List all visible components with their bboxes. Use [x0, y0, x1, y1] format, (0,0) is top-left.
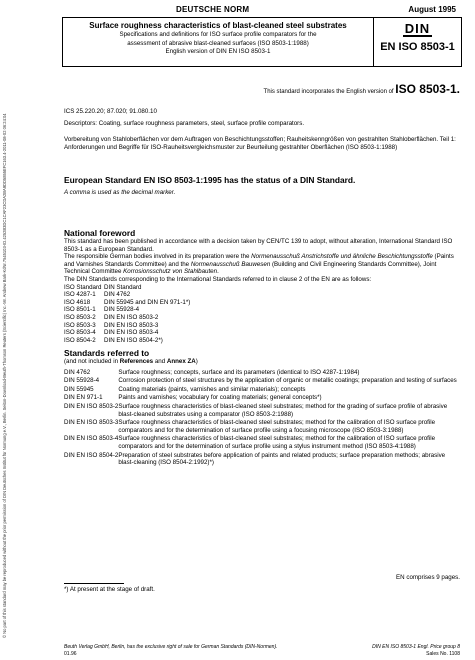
din-cell: DIN 55945 and DIN EN 971-1*): [104, 298, 191, 306]
foreword-paragraph-3: The DIN Standards corresponding to the International Standards referred to in clause 2 of the EN are as follows:: [64, 275, 372, 283]
table-row: [64, 291, 190, 299]
footer-sales-number: Sales No. 1108: [426, 651, 460, 657]
standard-description: Preparation of steel substrates before application of paints and related products; surface preparation methods; abrasive blast-cleaning (ISO 8504-2:1992)*): [118, 451, 446, 467]
standards-referred-to: [64, 348, 460, 468]
din-cell: DIN EN ISO 8503-2: [104, 313, 159, 321]
iso-cell: ISO 8503-3: [64, 321, 96, 329]
footer-date-code: 01.96: [64, 651, 77, 657]
table-row: [64, 329, 190, 337]
list-item: [64, 386, 460, 395]
title-block: [63, 18, 374, 66]
standard-description: Surface roughness characteristics of blast-cleaned steel substrates; method for the grading of surface profile of abrasive blast-cleaned substrates using a comparator (ISO 8503-2:1988): [118, 402, 448, 418]
standard-code: DIN EN ISO 8504-2: [64, 451, 119, 459]
iso-cell: ISO 8503-4: [64, 329, 96, 337]
standard-description: Paints and varnishes; vocabulary for coating materials; general concepts*): [118, 394, 322, 402]
din-cell: DIN 55928-4: [104, 306, 140, 314]
footer-standard: DIN EN ISO 8503-1: [372, 644, 417, 650]
standard-number-block: [374, 18, 461, 66]
incorporation-text: This standard incorporates the English version of: [263, 89, 394, 95]
footnote-divider: [64, 583, 124, 584]
standard-code: DIN EN 971-1: [64, 394, 103, 402]
national-foreword: [64, 228, 460, 344]
header-box: [62, 17, 462, 67]
standard-code: DIN 55928-4: [64, 377, 100, 385]
sub-annex: Annex ZA: [166, 358, 196, 365]
din-cell: DIN EN ISO 8503-3: [104, 321, 159, 329]
sub-text-c: and: [153, 358, 167, 365]
table-row: [64, 337, 190, 345]
table-row: [64, 314, 190, 322]
header-top: [66, 5, 466, 15]
foreword-paragraph-1: This standard has been published in accordance with a decision taken by CEN/TC 139 to adopt, without alteration, International Standard ISO 8503-1 as a European Standard.: [64, 238, 453, 253]
footer-language: Engl.: [417, 644, 429, 650]
publication-date: August 1995: [408, 5, 456, 14]
decimal-marker-note: A comma is used as the decimal marker.: [64, 189, 176, 196]
p2-committee-2: Normenausschuß Bauwesen: [190, 260, 271, 268]
european-standard-status: European Standard EN ISO 8503-1:1995 has the status of a DIN Standard.: [64, 175, 356, 185]
list-item: [64, 403, 460, 419]
copyright-margin-text: © No part of this standard may be reproduced without the prior permission of DIN Deutsches Institut für Normung e.V., Berlin. Seiton-Download-Beuth-Thomson Reuters (Scientific) Inc.-Mr. Andrew Bark-KdNr.7545103-ID.4252B3DC1CAF23CDA2BA9DD5855EFC163.4-2011-08-02 06:24:04: [2, 113, 7, 638]
footnote: *) At present at the stage of draft.: [64, 586, 155, 593]
iso-cell: ISO 4618: [64, 298, 91, 306]
din-logo: DIN: [404, 21, 431, 36]
page-count-note: EN comprises 9 pages.: [396, 574, 460, 581]
standard-description: Surface roughness; concepts, surface and its parameters (identical to ISO 4287-1:1984): [118, 368, 360, 376]
p2-text-c: (Paints and Varnishes Standards Committee) and the: [64, 253, 454, 268]
copyright-margin: [2, 18, 24, 638]
standard-code: DIN 4762: [64, 368, 91, 376]
table-row: [64, 322, 190, 330]
document-title: Surface roughness characteristics of blast-cleaned steel substrates: [89, 21, 347, 30]
iso-cell: ISO 8501-1: [64, 306, 96, 314]
deutsche-norm-label: DEUTSCHE NORM: [176, 5, 250, 14]
standard-number: EN ISO 8503-1: [380, 41, 455, 53]
standard-description: Corrosion protection of steel structures by the application of organic or metallic coatings; preparation and testing of surfaces: [118, 377, 457, 385]
iso-number: ISO 8503-1.: [395, 82, 460, 96]
footer-price-group: Price group 8: [430, 644, 460, 650]
list-item: [64, 419, 460, 435]
standard-code: DIN EN ISO 8503-2: [64, 402, 119, 410]
p2-text-e: (Building and Civil Engineering Standards Committee), Joint Technical Committee: [64, 260, 437, 276]
standards-correspondence-table: [64, 284, 190, 345]
descriptors: Descriptors: Coating, surface roughness parameters, steel, surface profile comparators.: [64, 120, 305, 127]
list-item: [64, 452, 460, 468]
sub-text-a: (and not included in: [64, 358, 120, 365]
list-item: [64, 377, 460, 386]
list-item: [64, 435, 460, 451]
list-item: [64, 394, 460, 403]
footer-publisher: Beuth Verlag GmbH, Berlin, has the exclusive right of sale for German Standards (DIN-Normen).: [64, 644, 278, 650]
p2-text-g: .: [217, 268, 219, 276]
standards-heading: Standards referred to: [64, 348, 150, 358]
din-cell: DIN 4762: [104, 291, 131, 299]
din-column-header: DIN Standard: [104, 283, 142, 291]
iso-cell: ISO 8503-2: [64, 313, 96, 321]
din-cell: DIN EN ISO 8504-2*): [104, 336, 163, 344]
standard-description: Surface roughness characteristics of blast-cleaned steel substrates; method for the calibration of ISO surface profile comparators and for the determination of surface profile using a stylus instrument method (ISO 8503-4:1988): [118, 435, 436, 450]
german-title: Vorbereitung von Stahloberflächen vor dem Auftragen von Beschichtungsstoffen; Rauheitskenngrößen von gestrahlten Stahloberflächen. Teil 1: Anforderungen und Begriffe für ISO-Rauheitsvergleichsmuster zur Beurteilung gestrahlter Oberflächen (ISO 8503-1:1988): [64, 136, 456, 151]
standards-subheading: [64, 358, 460, 366]
incorporation-note: [144, 82, 460, 96]
standards-list: [64, 369, 460, 468]
standard-code: DIN EN ISO 8503-4: [64, 435, 119, 443]
sub-text-e: ): [195, 358, 198, 365]
iso-column-header: ISO Standard: [64, 283, 102, 291]
title-line-2: assessment of abrasive blast-cleaned surfaces (ISO 8503-1:1988): [127, 39, 309, 47]
standard-code: DIN 55945: [64, 385, 94, 393]
iso-cell: ISO 4287-1: [64, 291, 96, 299]
table-row: [64, 299, 190, 307]
p2-committee-1: Normenausschuß Anstrichstoffe und ähnliche Beschichtungsstoffe: [251, 253, 433, 261]
standard-description: Coating materials (paints, varnishes and similar materials); concepts: [118, 385, 306, 393]
ics-codes: ICS 25.220.20; 87.020; 91.080.10: [64, 108, 157, 115]
table-row: [64, 306, 190, 314]
title-line-1: Specifications and definitions for ISO surface profile comparators for the: [119, 31, 317, 38]
footer-reference: [372, 644, 460, 650]
standard-description: Surface roughness characteristics of blast-cleaned steel substrates; method for the calibration of ISO surface profile comparators and for the determination of surface profile using a focusing microscope (ISO 8503-3:1988): [118, 419, 436, 434]
p2-committee-3: Korrosionsschutz von Stahlbauten: [123, 268, 218, 276]
sub-references: References: [119, 358, 154, 365]
national-foreword-heading: National foreword: [64, 228, 136, 238]
title-line-3: English version of DIN EN ISO 8503-1: [165, 48, 271, 56]
din-cell: DIN EN ISO 8503-4: [104, 329, 159, 337]
p2-text-a: The responsible German bodies involved in its preparation were the: [64, 253, 252, 261]
iso-cell: ISO 8504-2: [64, 336, 96, 344]
standard-code: DIN EN ISO 8503-3: [64, 419, 119, 427]
table-header-row: [64, 284, 190, 292]
foreword-paragraph-2: [64, 253, 460, 276]
list-item: [64, 369, 460, 378]
